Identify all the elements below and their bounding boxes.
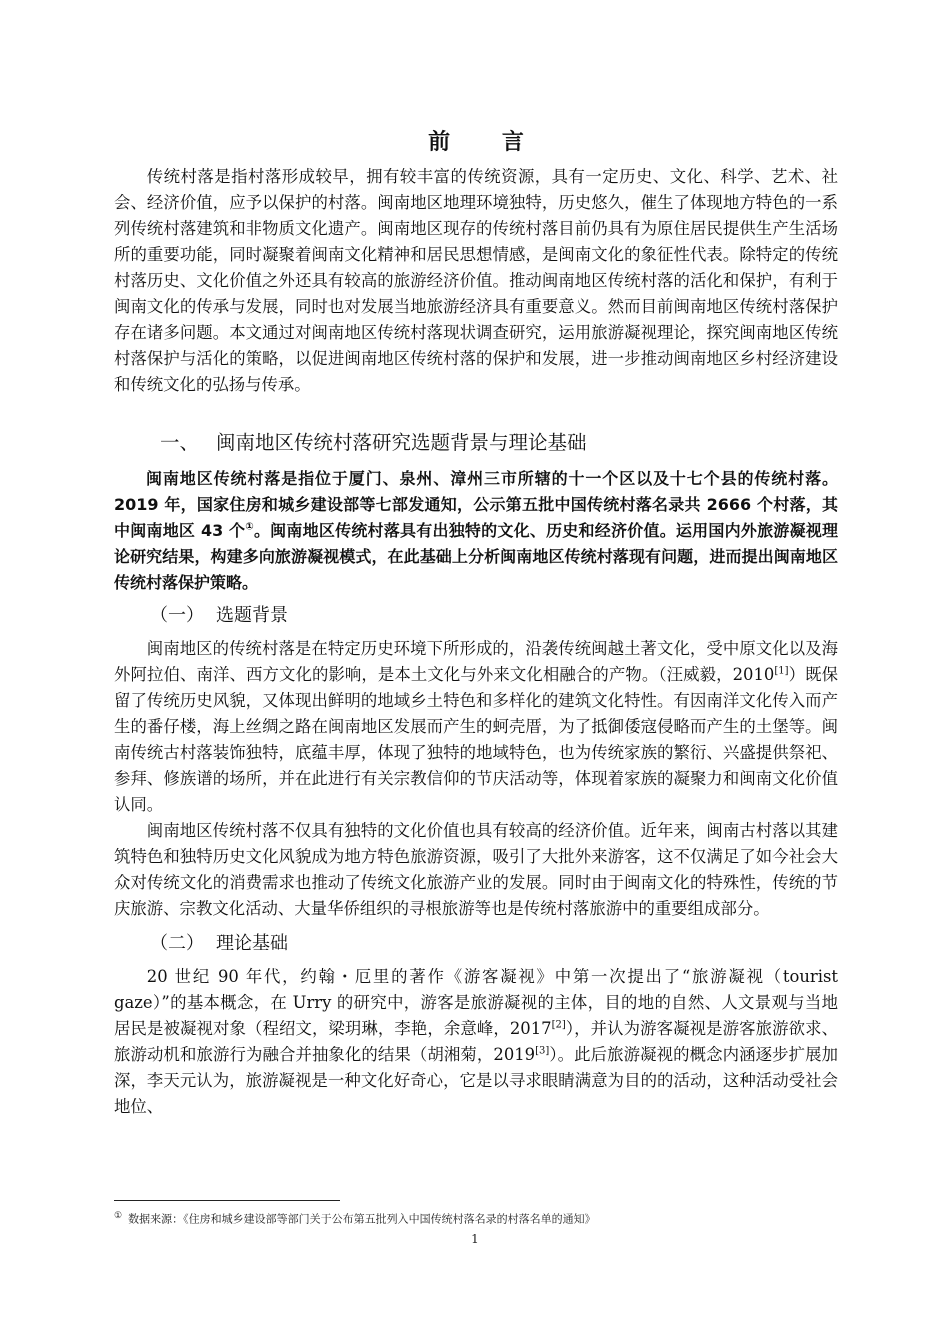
paragraph-text: 闽南地区的传统村落是在特定历史环境下所形成的，沿袭传统闽越土著文化，受中原文化以及海外阿拉伯、南洋、西方文化的影响，是本土文化与外来文化相融合的产物。（汪威毅，2010 — [114, 639, 838, 684]
subsection-title: 理论基础 — [216, 933, 288, 954]
page-number: 1 — [471, 1232, 479, 1246]
section-number: 一、 — [160, 431, 200, 454]
background-paragraph-2: 闽南地区传统村落不仅具有独特的文化价值也具有较高的经济价值。近年来，闽南古村落以其建筑特色和独特历史文化风貌成为地方特色旅游资源，吸引了大批外来游客，这不仅满足了如今社会大众对传统文化的消费需求也推动了传统文化旅游产业的发展。同时由于闽南文化的特殊性，传统的节庆旅游、宗教文化活动、大量华侨组织的寻根旅游等也是传统村落旅游中的重要组成部分。 — [114, 821, 838, 918]
subsection-number: （一） — [150, 605, 204, 626]
paragraph-text-end: ）。此后旅游凝视的概念内涵逐步扩展加深，李天元认为，旅游凝视是一种文化好奇心，它是以寻求眼睛满意为目的的活动，这种活动受社会地位、 — [114, 1045, 838, 1116]
section-intro-paragraph — [114, 466, 838, 596]
paragraph-text-continued: ），并认为游客凝视是游客旅游欲求、旅游动机和旅游行为融合并抽象化的结果（胡湘菊，2019 — [114, 1019, 838, 1064]
paragraph-text: 20 世纪 90 年代，约翰・厄里的著作《游客凝视》中第一次提出了“旅游凝视（tourist gaze）”的基本概念，在 Urry 的研究中，游客是旅游凝视的主体，目的地的自然、人文景观与当地居民是被凝视对象（程绍文，梁玥琳，李艳，余意峰，2017 — [114, 967, 838, 1038]
citation-reference[interactable]: [3] — [535, 1045, 550, 1057]
subsection-heading-theory — [114, 930, 838, 958]
citation-reference[interactable]: [2] — [551, 1019, 566, 1031]
theory-paragraph-1 — [114, 964, 838, 1120]
section-title: 闽南地区传统村落研究选题背景与理论基础 — [216, 431, 587, 454]
footnote-reference[interactable]: ① — [245, 521, 254, 533]
footnote-text: 数据来源：《住房和城乡建设部等部门关于公布第五批列入中国传统村落名录的村落名单的通知》 — [128, 1212, 596, 1226]
subsection-heading-background — [114, 602, 838, 630]
preface-paragraph: 传统村落是指村落形成较早，拥有较丰富的传统资源，具有一定历史、文化、科学、艺术、社会、经济价值，应予以保护的村落。闽南地区地理环境独特，历史悠久，催生了体现地方特色的一系列传统村落建筑和非物质文化遗产。闽南地区现存的传统村落目前仍具有为原住居民提供生产生活场所的重要功能，同时凝聚着闽南文化精神和居民思想情感，是闽南文化的象征性代表。除特定的传统村落历史、文化价值之外还具有较高的旅游经济价值。推动闽南地区传统村落的活化和保护，有利于闽南文化的传承与发展，同时也对发展当地旅游经济具有重要意义。然而目前闽南地区传统村落保护存在诸多问题。本文通过对闽南地区传统村落现状调查研究，运用旅游凝视理论，探究闽南地区传统村落保护与活化的策略，以促进闽南地区传统村落的保护和发展，进一步推动闽南地区乡村经济建设和传统文化的弘扬与传承。 — [114, 167, 838, 394]
citation-reference[interactable]: [1] — [774, 665, 789, 677]
subsection-number: （二） — [150, 933, 204, 954]
page-content — [114, 128, 838, 1120]
footnote-divider — [114, 1200, 340, 1201]
section-intro-text: 闽南地区传统村落是指位于厦门、泉州、漳州三市所辖的十一个区以及十七个县的传统村落。2019 年，国家住房和城乡建设部等七部发通知，公示第五批中国传统村落名录共 2666 个村落，其中闽南地区 43 个 — [114, 469, 838, 540]
section-heading — [114, 428, 838, 458]
section-intro-text-continued: 。闽南地区传统村落具有出独特的文化、历史和经济价值。运用国内外旅游凝视理论研究结果，构建多向旅游凝视模式，在此基础上分析闽南地区传统村落现有问题，进而提出闽南地区传统村落保护策略。 — [114, 521, 838, 592]
footnote-mark: ① — [114, 1211, 123, 1221]
page-title: 前 言 — [428, 130, 546, 155]
subsection-title: 选题背景 — [216, 605, 288, 626]
background-paragraph-1 — [114, 636, 838, 818]
paragraph-text-continued: ）既保留了传统历史风貌，又体现出鲜明的地域乡土特色和多样化的建筑文化特性。有因南洋文化传入而产生的番仔楼，海上丝绸之路在闽南地区发展而产生的蚵壳厝，为了抵御倭寇侵略而产生的土堡等。闽南传统古村落装饰独特，底蕴丰厚，体现了独特的地域特色，也为传统家族的繁衍、兴盛提供祭祀、参拜、修族谱的场所，并在此进行有关宗教信仰的节庆活动等，体现着家族的凝聚力和闽南文化价值认同。 — [114, 665, 839, 814]
footnote — [114, 1208, 596, 1228]
